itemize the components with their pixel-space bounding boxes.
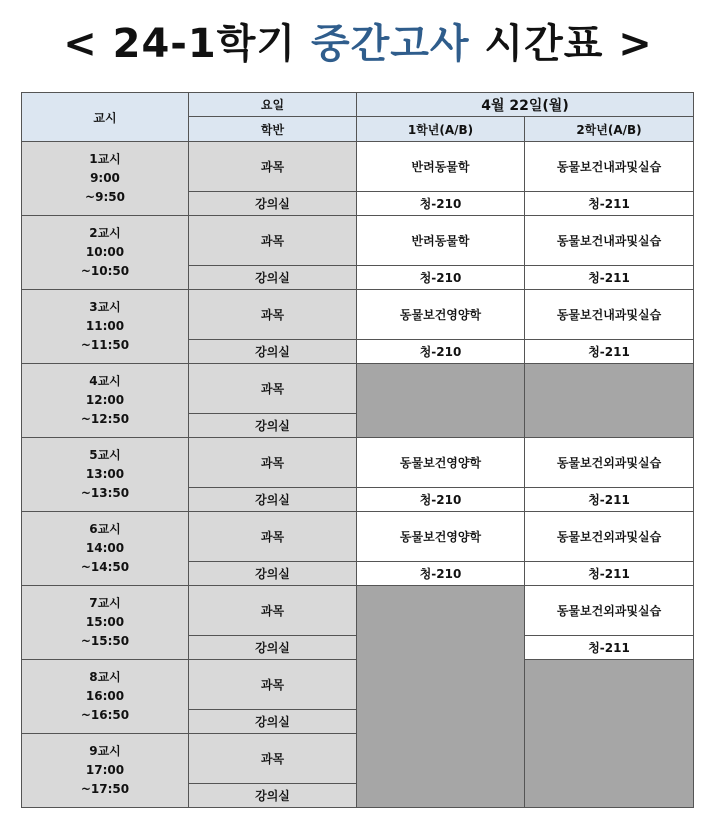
period-start: 14:00 [85, 541, 125, 555]
period-cell [22, 216, 189, 290]
room-label: 강의실 [189, 636, 357, 660]
subject-label: 과목 [189, 660, 357, 710]
grade2-subject: 동물보건내과및실습 [525, 290, 694, 340]
period-start: 16:00 [85, 689, 125, 703]
period-name: 1교시 [89, 152, 121, 166]
period-end: ~10:50 [80, 264, 130, 278]
period-cell [22, 290, 189, 364]
period-end: ~11:50 [80, 338, 130, 352]
room-label: 강의실 [189, 340, 357, 364]
period-cell [22, 142, 189, 216]
empty-slot [357, 364, 525, 438]
subject-label: 과목 [189, 142, 357, 192]
period-end: ~14:50 [80, 560, 130, 574]
room-label: 강의실 [189, 710, 357, 734]
room-label: 강의실 [189, 266, 357, 290]
period-cell [22, 512, 189, 586]
grade2-subject: 동물보건내과및실습 [525, 216, 694, 266]
grade1-room: 청-210 [357, 192, 525, 216]
header-grade2: 2학년(A/B) [525, 117, 694, 142]
room-label: 강의실 [189, 414, 357, 438]
room-label: 강의실 [189, 192, 357, 216]
period-end: ~15:50 [80, 634, 130, 648]
period-start: 13:00 [85, 467, 125, 481]
period-cell [22, 364, 189, 438]
subject-label: 과목 [189, 290, 357, 340]
period-name: 2교시 [89, 226, 121, 240]
grade1-subject: 동물보건영양학 [357, 438, 525, 488]
header-day: 요일 [189, 93, 357, 117]
grade1-room: 청-210 [357, 562, 525, 586]
period-name: 7교시 [89, 596, 121, 610]
period-name: 6교시 [89, 522, 121, 536]
grade2-room: 청-211 [525, 488, 694, 512]
grade2-subject: 동물보건외과및실습 [525, 512, 694, 562]
period-cell [22, 438, 189, 512]
period-name: 5교시 [89, 448, 121, 462]
period-cell [22, 734, 189, 808]
grade1-room: 청-210 [357, 266, 525, 290]
empty-slot [525, 364, 694, 438]
page-title [0, 14, 716, 74]
subject-label: 과목 [189, 438, 357, 488]
grade2-room: 청-211 [525, 266, 694, 290]
header-grade1: 1학년(A/B) [357, 117, 525, 142]
period-cell [22, 586, 189, 660]
empty-slot [525, 660, 694, 808]
grade2-subject: 동물보건외과및실습 [525, 438, 694, 488]
title-suffix: 시간표 > [469, 21, 653, 67]
subject-label: 과목 [189, 216, 357, 266]
grade1-room: 청-210 [357, 488, 525, 512]
period-start: 10:00 [85, 245, 125, 259]
period-end: ~12:50 [80, 412, 130, 426]
period-end: ~9:50 [85, 190, 125, 204]
grade1-subject: 반려동물학 [357, 216, 525, 266]
period-start: 17:00 [85, 763, 125, 777]
room-label: 강의실 [189, 488, 357, 512]
subject-label: 과목 [189, 364, 357, 414]
grade1-room: 청-210 [357, 340, 525, 364]
period-name: 9교시 [89, 744, 121, 758]
grade2-room: 청-211 [525, 562, 694, 586]
grade2-room: 청-211 [525, 636, 694, 660]
grade2-room: 청-211 [525, 192, 694, 216]
grade2-subject: 동물보건외과및실습 [525, 586, 694, 636]
period-start: 9:00 [90, 171, 120, 185]
title-highlight: 중간고사 [310, 21, 470, 67]
grade1-subject: 동물보건영양학 [357, 512, 525, 562]
period-end: ~16:50 [80, 708, 130, 722]
grade2-room: 청-211 [525, 340, 694, 364]
room-label: 강의실 [189, 562, 357, 586]
grade2-subject: 동물보건내과및실습 [525, 142, 694, 192]
period-name: 8교시 [89, 670, 121, 684]
grade1-subject: 동물보건영양학 [357, 290, 525, 340]
period-name: 4교시 [89, 374, 121, 388]
subject-label: 과목 [189, 734, 357, 784]
empty-slot [357, 586, 525, 808]
period-end: ~17:50 [80, 782, 130, 796]
grade1-subject: 반려동물학 [357, 142, 525, 192]
period-end: ~13:50 [80, 486, 130, 500]
header-class: 학반 [189, 117, 357, 142]
room-label: 강의실 [189, 784, 357, 808]
period-start: 15:00 [85, 615, 125, 629]
subject-label: 과목 [189, 586, 357, 636]
title-prefix: < 24-1학기 [63, 21, 311, 67]
period-name: 3교시 [89, 300, 121, 314]
period-cell [22, 660, 189, 734]
header-period: 교시 [22, 93, 189, 142]
period-start: 11:00 [85, 319, 125, 333]
header-date: 4월 22일(월) [357, 93, 694, 117]
exam-timetable [21, 92, 694, 808]
subject-label: 과목 [189, 512, 357, 562]
period-start: 12:00 [85, 393, 125, 407]
